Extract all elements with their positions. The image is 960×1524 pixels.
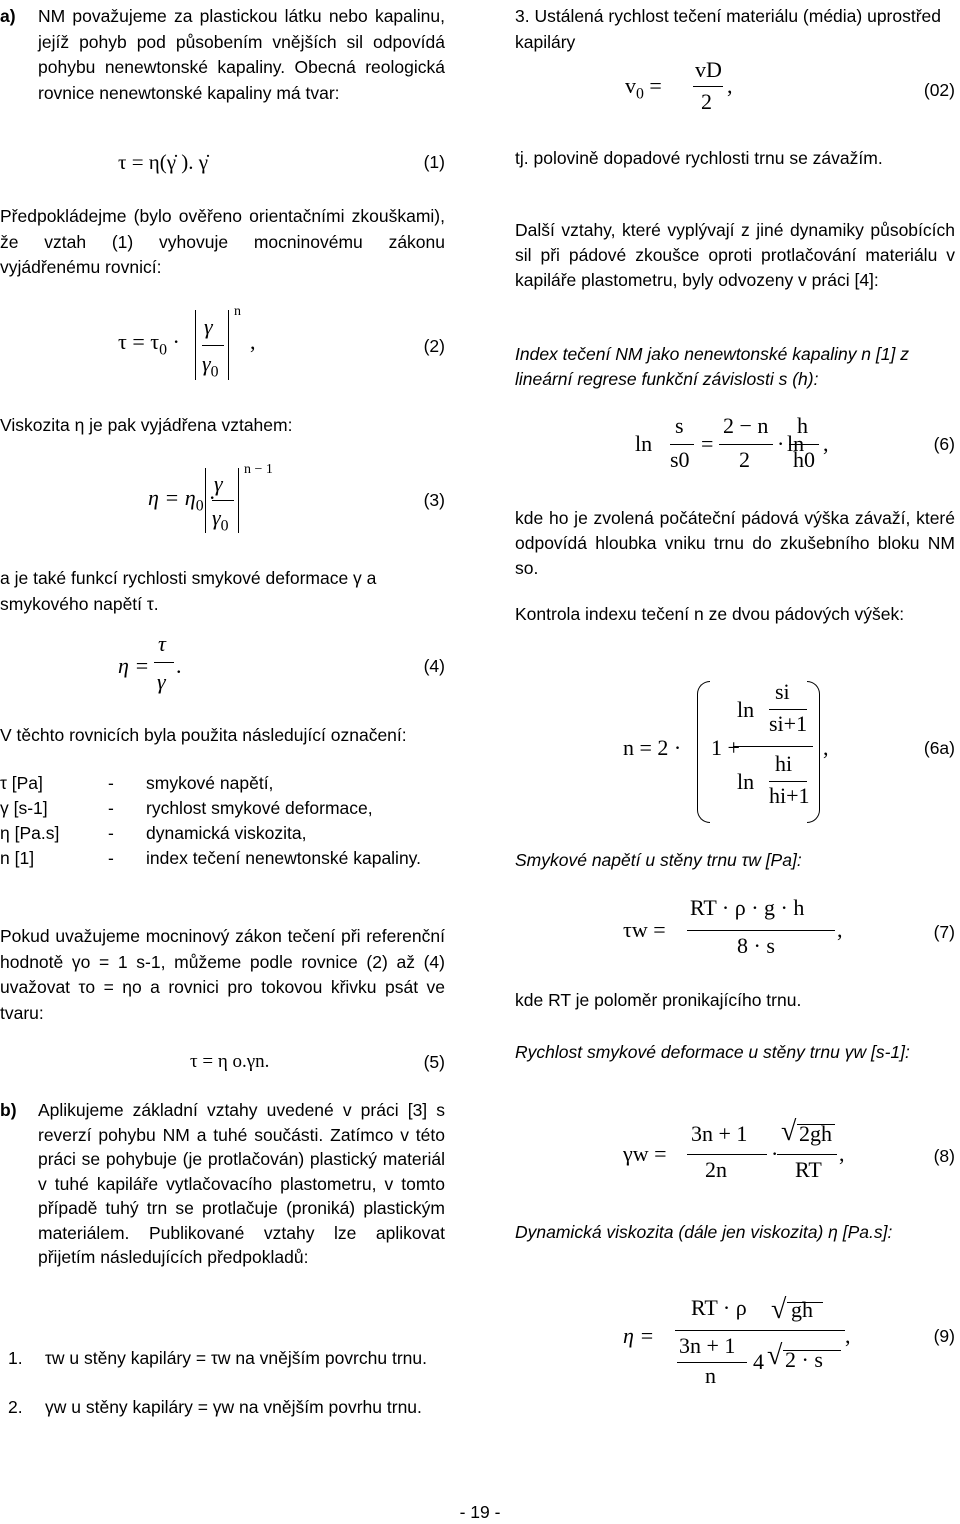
para-predpoklad: Předpokládejme (bylo ověřeno orientačními zkouškami), že vztah (1) vyhovuje mocninovému zákonu vyjádřenému rovnicí: — [0, 206, 445, 277]
equation-6: ln s s0 = 2 − n 2 · ln h h0 , (6) — [635, 413, 955, 472]
legend-dash: - — [108, 798, 114, 818]
list2-text: γw u stěny kapiláry = γw na vnějším povrhu trnu. — [45, 1397, 422, 1417]
equation-3 — [0, 458, 445, 538]
legend-symbol: γ [s-1] — [0, 798, 48, 818]
legend-dash: - — [108, 848, 114, 868]
eq6-bot1: s0 — [670, 447, 690, 472]
legend-symbol: n [1] — [0, 848, 35, 868]
eq9-lhs: η = — [623, 1323, 655, 1348]
dalsi-text: Další vztahy, které vyplývají z jiné dynamiky působících sil při pádové zkoušce oproti protlačování materiálu v kapiláře plastometru, byly odvozeny v práci [4]: — [515, 220, 955, 290]
eq8-top1: 3n + 1 — [691, 1121, 748, 1146]
eq6a-si: si — [775, 679, 790, 704]
eq4-top: τ — [158, 631, 166, 656]
dynamicka-text: Dynamická viskozita (dále jen viskozita) η [Pa.s]: — [515, 1222, 893, 1242]
eq4-tail: . — [176, 653, 182, 678]
eq6-ln1: ln — [635, 431, 653, 456]
eq2-gamma0: $\gamma_0$ — [202, 351, 219, 381]
eq4-bot: γ — [157, 669, 166, 694]
legend-row — [0, 821, 445, 846]
kontrola-text: Kontrola indexu tečení n ze dvou pádových výšek: — [515, 604, 905, 624]
eq3-number: (3) — [423, 490, 445, 510]
item-b-text: Aplikujeme základní vztahy uvedené v práci [3] s reverzí pohybu NM a tuhé součásti. Zatímco v této práci se pohybuje (je protlačován) plastický materiál v tuhé kapiláře vytlačovacího plastometru, v tomto případě tuhý trn se protlačuje (proniká) plastickým materiálem. Publikované vztahy lze aplikovat přijetím následujících předpokladů: — [38, 1100, 445, 1267]
oznaceni-text: V těchto rovnicích byla použita následující označení: — [0, 725, 407, 745]
equation-9: η = RT · ρ 3n + 1 n 4 √ 2 · s √ gh , (9) — [623, 1294, 955, 1388]
equation-2 — [0, 300, 445, 390]
eq8-bot1: 2n — [705, 1157, 727, 1182]
eq6a-hi1: hi+1 — [769, 783, 810, 808]
eq6a-one: 1 + — [711, 735, 740, 760]
list-item-1 — [0, 1346, 445, 1371]
legend-row — [0, 771, 445, 796]
eq3-lhs: $\eta = \eta_0$ · — [148, 485, 215, 515]
legend-symbol: η [Pa.s] — [0, 823, 60, 843]
eq02-number: (02) — [923, 80, 955, 100]
eq6-number: (6) — [933, 434, 955, 454]
eq2-gamma: γ — [204, 314, 213, 339]
eq2-lhs: $\tau = \tau_0$ · — [118, 329, 180, 359]
eq3-gamma0: $\gamma_0$ — [212, 505, 229, 535]
eq7-number: (7) — [933, 922, 955, 942]
eq8-number: (8) — [933, 1146, 955, 1166]
item-b — [0, 1098, 445, 1270]
equation-8: γw = 3n + 1 2n · √ 2gh RT , (8) — [623, 1116, 955, 1182]
eq2-tail: , — [250, 329, 256, 354]
list-item-2 — [0, 1395, 445, 1420]
eq02-top: vD — [695, 57, 722, 82]
eq1-text: τ = η(γ̇ ). γ̇ — [118, 150, 209, 174]
eq6-bot3: h0 — [793, 447, 815, 472]
eq6-top2: 2 − n — [723, 413, 769, 438]
item-a-label: a) — [0, 6, 16, 26]
eq9-four: 4 — [753, 1349, 764, 1374]
eq6-top1: s — [675, 413, 684, 438]
eq7-lhs: τw = — [623, 917, 666, 942]
eq8-bot2: RT — [795, 1157, 822, 1182]
eq6a-si1: si+1 — [769, 711, 808, 736]
legend-table — [0, 771, 445, 871]
item-3-text: 3. Ustálená rychlost tečení materiálu (média) uprostřed kapiláry — [515, 6, 942, 52]
eq9-bot1-top: 3n + 1 — [679, 1333, 736, 1358]
eq7-bot: 8 · s — [737, 933, 775, 958]
eq9-bot2: 2 · s — [785, 1347, 823, 1372]
kde-ho-text: kde ho je zvolená počáteční pádová výška závaží, které odpovídá hloubka vniku trnu do zkušebního bloku NM so. — [515, 508, 955, 578]
legend-description: index tečení nenewtonské kapaliny. — [146, 848, 421, 868]
funkci-text: a je také funkcí rychlosti smykové deformace γ a smykového napětí τ. — [0, 568, 377, 614]
item-a — [0, 4, 445, 106]
list1-num: 1. — [8, 1348, 23, 1368]
page-number: - 19 - — [459, 1502, 501, 1522]
eq6-bot2: 2 — [739, 447, 750, 472]
legend-description: dynamická viskozita, — [146, 823, 307, 843]
eq2-number: (2) — [423, 336, 445, 356]
equation-6a: n = 2 · 1 + ln si si+1 ln hi hi+1 , (6a) — [515, 676, 955, 826]
rychlost-text: Rychlost smykové deformace u stěny trnu γw [s-1]: — [515, 1042, 910, 1062]
eq4-number: (4) — [423, 656, 445, 676]
smykove-text: Smykové napětí u stěny trnu τw [Pa]: — [515, 850, 802, 870]
eq9-bot1-bot: n — [705, 1363, 716, 1388]
eq6a-hi: hi — [775, 751, 793, 776]
eq6a-number: (6a) — [923, 738, 955, 758]
eq6-ln2: ln — [787, 431, 805, 456]
eq6-top3: h — [797, 413, 808, 438]
eq1-number: (1) — [423, 152, 445, 172]
equation-1 — [118, 150, 445, 174]
eq2-exp: n — [234, 304, 241, 319]
eq8-top2: 2gh — [799, 1121, 832, 1146]
eq6a-lhs: n = 2 · — [623, 735, 682, 760]
eq6a-ln-h: ln — [737, 769, 755, 794]
viskozita-text: Viskozita η je pak vyjádřena vztahem: — [0, 415, 293, 435]
equation-02: $v_0$ = vD 2 , (02) — [625, 57, 955, 114]
equation-7: τw = RT · ρ · g · h 8 · s , (7) — [623, 895, 955, 958]
eq8-lhs: γw = — [623, 1141, 667, 1166]
eq3-gamma: γ — [214, 471, 223, 496]
legend-description: rychlost smykové deformace, — [146, 798, 373, 818]
item-b-label: b) — [0, 1100, 17, 1120]
eq9-number: (9) — [933, 1326, 955, 1346]
kde-rt-text: kde RT je poloměr pronikajícího trnu. — [515, 990, 802, 1010]
list1-text: τw u stěny kapiláry = τw na vnějším povrchu trnu. — [45, 1348, 427, 1368]
item-a-text: NM považujeme za plastickou látku nebo kapalinu, jejíž pohyb pod působením vnějších sil odpovídá pohybu nenewtonské kapaliny. Obecná reologická rovnice nenewtonské kapaliny má tvar: — [38, 6, 445, 103]
eq9-top2: gh — [791, 1297, 813, 1322]
index-text: Index tečení NM jako nenewtonské kapaliny n [1] z lineární regrese funkční závislosti s (h): — [515, 344, 909, 389]
legend-row — [0, 846, 445, 871]
legend-dash: - — [108, 823, 114, 843]
eq7-top: RT · ρ · g · h — [690, 895, 805, 920]
eq5-number: (5) — [423, 1052, 445, 1072]
eq3-exp: n − 1 — [244, 462, 273, 477]
list2-num: 2. — [8, 1397, 23, 1417]
eq9-top1: RT · ρ — [691, 1295, 747, 1320]
eq02-bot: 2 — [701, 89, 712, 114]
legend-description: smykové napětí, — [146, 773, 274, 793]
legend-dash: - — [108, 773, 114, 793]
eq6a-ln-s: ln — [737, 697, 755, 722]
legend-symbol: τ [Pa] — [0, 773, 43, 793]
equation-4 — [0, 632, 445, 702]
eq5-text: τ = η o.γn. — [190, 1051, 270, 1072]
tj-text: tj. polovině dopadové rychlosti trnu se závažím. — [515, 148, 883, 168]
legend-row — [0, 796, 445, 821]
eq02-lhs: $v_0$ = — [625, 73, 662, 103]
eq4-lhs: η = — [118, 653, 150, 678]
pokud-text: Pokud uvažujeme mocninový zákon tečení při referenční hodnotě γo = 1 s-1, můžeme podle rovnice (2) až (4) uvažovat τo = ηo a rovnici pro tokovou křivku psát ve tvaru: — [0, 926, 445, 1023]
